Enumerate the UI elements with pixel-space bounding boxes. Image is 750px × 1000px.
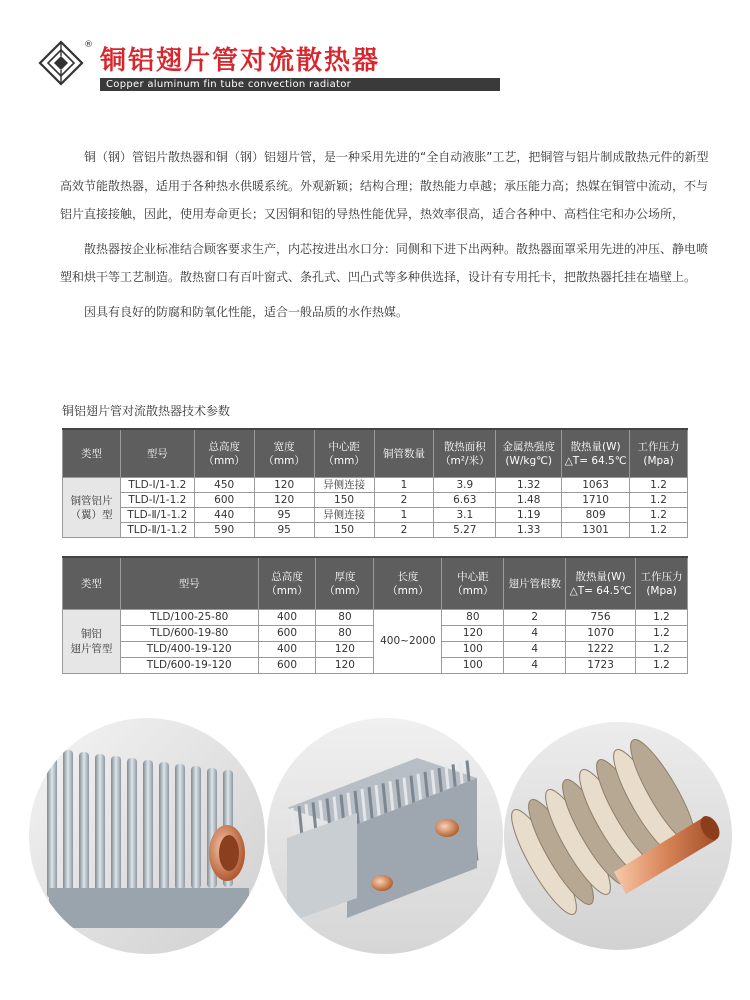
fin bbox=[47, 748, 57, 898]
fin bbox=[175, 764, 185, 890]
table-cell: 1.19 bbox=[496, 508, 562, 523]
header-cell: 类型 bbox=[63, 557, 121, 610]
table-cell: 756 bbox=[566, 610, 636, 626]
company-logo bbox=[38, 40, 84, 86]
table-cell: 4 bbox=[504, 626, 566, 642]
table-cell: 1.2 bbox=[636, 642, 688, 658]
table-cell: 440 bbox=[194, 508, 254, 523]
header-cell: 厚度 （mm） bbox=[316, 557, 374, 610]
table-cell: TLD/100-25-80 bbox=[120, 610, 258, 626]
table-cell: 120 bbox=[316, 642, 374, 658]
header-cell: 型号 bbox=[120, 429, 194, 478]
table-cell: 95 bbox=[254, 523, 314, 538]
table-cell: 120 bbox=[254, 493, 314, 508]
table-cell: 120 bbox=[254, 478, 314, 493]
length-cell: 400~2000 bbox=[374, 610, 442, 674]
table-row bbox=[63, 523, 688, 538]
table-cell: 6.63 bbox=[434, 493, 496, 508]
table-cell: 1.2 bbox=[630, 508, 688, 523]
table-cell: 2 bbox=[504, 610, 566, 626]
product-photo-finned-copper-tube bbox=[504, 722, 732, 950]
table-cell: 1723 bbox=[566, 658, 636, 674]
intro-text bbox=[60, 143, 710, 326]
table-cell: 5.27 bbox=[434, 523, 496, 538]
table-cell: 1 bbox=[374, 508, 434, 523]
header-cell: 散热量(W) △T= 64.5℃ bbox=[562, 429, 630, 478]
table-cell: 150 bbox=[314, 493, 374, 508]
table-cell: 120 bbox=[316, 658, 374, 674]
table-cell: 异侧连接 bbox=[314, 508, 374, 523]
table-cell: 4 bbox=[504, 642, 566, 658]
table-cell: 1.2 bbox=[636, 626, 688, 642]
table-cell: 异侧连接 bbox=[314, 478, 374, 493]
header-cell: 金属热强度 (W/kg℃) bbox=[496, 429, 562, 478]
table-cell: 1.2 bbox=[636, 610, 688, 626]
table-cell: 1063 bbox=[562, 478, 630, 493]
header-cell: 工作压力 (Mpa) bbox=[630, 429, 688, 478]
table-cell: 100 bbox=[442, 642, 504, 658]
table-cell: 1.48 bbox=[496, 493, 562, 508]
table-row bbox=[63, 508, 688, 523]
fin bbox=[79, 752, 89, 896]
header-cell: 总高度 （mm） bbox=[194, 429, 254, 478]
table-cell: 400 bbox=[258, 610, 316, 626]
table-cell: TLD-Ⅰ/1-1.2 bbox=[120, 493, 194, 508]
table-cell: 3.9 bbox=[434, 478, 496, 493]
type-cell: 铜铝 翅片管型 bbox=[63, 610, 121, 674]
header-cell: 型号 bbox=[120, 557, 258, 610]
table-cell: 1301 bbox=[562, 523, 630, 538]
header-cell: 总高度 （mm） bbox=[258, 557, 316, 610]
table-header-row bbox=[63, 429, 688, 478]
table-cell: 1 bbox=[374, 478, 434, 493]
table-cell: 1070 bbox=[566, 626, 636, 642]
table-header-row bbox=[63, 557, 688, 610]
table-cell: 150 bbox=[314, 523, 374, 538]
fin bbox=[143, 760, 153, 892]
table-cell: 600 bbox=[258, 626, 316, 642]
registered-mark: ® bbox=[84, 40, 93, 50]
header-cell: 类型 bbox=[63, 429, 121, 478]
type-cell: 铜管铝片 （翼）型 bbox=[63, 478, 121, 538]
fin bbox=[127, 758, 137, 893]
table-cell: 4 bbox=[504, 658, 566, 674]
table-row bbox=[63, 493, 688, 508]
header-cell: 工作压力 (Mpa) bbox=[636, 557, 688, 610]
fin bbox=[63, 750, 73, 897]
header-cell: 翅片管根数 bbox=[504, 557, 566, 610]
table-cell: 1710 bbox=[562, 493, 630, 508]
table-caption: 铜铝翅片管对流散热器技术参数 bbox=[62, 404, 231, 418]
header-cell: 散热面积 （m²/米） bbox=[434, 429, 496, 478]
header-cell: 中心距 （mm） bbox=[442, 557, 504, 610]
spec-table-fin-type bbox=[62, 428, 688, 538]
page-subtitle: Copper aluminum fin tube convection radiator bbox=[106, 79, 352, 90]
intro-paragraph-3: 因具有良好的防腐和防氧化性能，适合一般品质的水作热媒。 bbox=[84, 304, 409, 319]
table-cell: 1.2 bbox=[630, 478, 688, 493]
header-cell: 长度 （mm） bbox=[374, 557, 442, 610]
fin bbox=[111, 756, 121, 894]
table-cell: 100 bbox=[442, 658, 504, 674]
header-cell: 中心距 （mm） bbox=[314, 429, 374, 478]
table-cell: TLD/400-19-120 bbox=[120, 642, 258, 658]
subtitle-bar bbox=[100, 78, 500, 91]
intro-paragraph-2: 散热器按企业标准结合顾客要求生产，内芯按进出水口分：同侧和下进下出两种。散热器面罩采用先进的冲压、静电喷塑和烘干等工艺制造。散热窗口有百叶窗式、条孔式、凹凸式等多种供选择，设计有专用托卡，把散热器托挂在墙壁上。 bbox=[60, 241, 709, 284]
product-photo-fin-tube-cutaway bbox=[267, 718, 503, 954]
intro-paragraph-1: 铜（钢）管铝片散热器和铜（钢）铝翅片管，是一种采用先进的“全自动液胀”工艺，把铜管与铝片制成散热元件的新型高效节能散热器，适用于各种热水供暖系统。外观新颖；结构合理；散热能力卓越；承压能力高；热媒在铜管中流动，不与铝片直接接触，因此，使用寿命更长；又因铜和铝的导热性能优异，热效率很高，适合各种中、高档住宅和办公场所， bbox=[60, 150, 709, 221]
table-cell: TLD/600-19-120 bbox=[120, 658, 258, 674]
table-cell: 80 bbox=[316, 610, 374, 626]
table-row bbox=[63, 478, 688, 493]
table-cell: 590 bbox=[194, 523, 254, 538]
table-cell: 809 bbox=[562, 508, 630, 523]
table-cell: 95 bbox=[254, 508, 314, 523]
table-cell: 1.32 bbox=[496, 478, 562, 493]
table-cell: 1.2 bbox=[636, 658, 688, 674]
table-cell: 600 bbox=[258, 658, 316, 674]
page-title: 铜铝翅片管对流散热器 bbox=[100, 46, 381, 76]
table-cell: 1.33 bbox=[496, 523, 562, 538]
table-cell: 400 bbox=[258, 642, 316, 658]
table-cell: 2 bbox=[374, 523, 434, 538]
fin bbox=[95, 754, 105, 895]
table-cell: 3.1 bbox=[434, 508, 496, 523]
product-photo-radiator-front bbox=[29, 718, 265, 954]
table-cell: 80 bbox=[316, 626, 374, 642]
table-cell: TLD-Ⅱ/1-1.2 bbox=[120, 523, 194, 538]
table-cell: 2 bbox=[374, 493, 434, 508]
header-cell: 散热量(W) △T= 64.5℃ bbox=[566, 557, 636, 610]
table-cell: 80 bbox=[442, 610, 504, 626]
table-cell: 1222 bbox=[566, 642, 636, 658]
fin bbox=[159, 762, 169, 891]
table-cell: TLD/600-19-80 bbox=[120, 626, 258, 642]
spec-table-fin-tube-type bbox=[62, 556, 688, 674]
table-cell: TLD-Ⅱ/1-1.2 bbox=[120, 508, 194, 523]
table-row bbox=[63, 610, 688, 626]
table-cell: TLD-Ⅰ/1-1.2 bbox=[120, 478, 194, 493]
header-cell: 铜管数量 bbox=[374, 429, 434, 478]
table-cell: 1.2 bbox=[630, 523, 688, 538]
header-cell: 宽度 （mm） bbox=[254, 429, 314, 478]
fin bbox=[191, 766, 201, 889]
table-cell: 450 bbox=[194, 478, 254, 493]
table-cell: 600 bbox=[194, 493, 254, 508]
table-cell: 1.2 bbox=[630, 493, 688, 508]
table-cell: 120 bbox=[442, 626, 504, 642]
